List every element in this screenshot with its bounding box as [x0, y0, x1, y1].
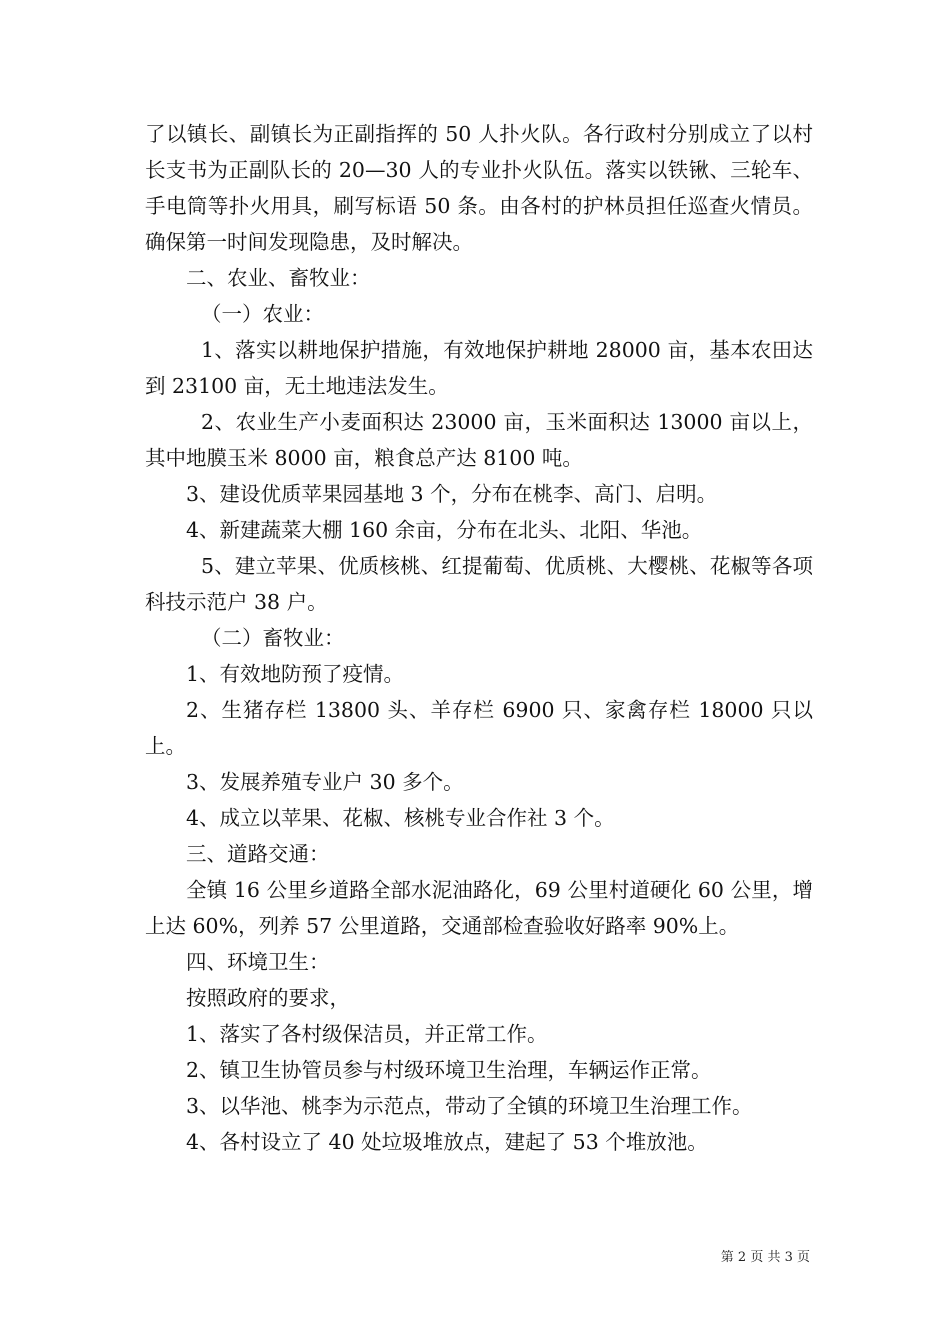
paragraph: 按照政府的要求，: [186, 986, 350, 1010]
subsection-heading: （一）农业：: [201, 302, 324, 326]
list-item: 1、有效地防预了疫情。: [186, 662, 405, 686]
list-item: 2、镇卫生协管员参与村级环境卫生治理，车辆运作正常。: [186, 1058, 712, 1082]
list-item: 2、生猪存栏 13800 头、羊存栏 6900 只、家禽存栏 18000 只以上。: [145, 698, 813, 758]
list-item: 3、发展养殖专业户 30 多个。: [186, 770, 464, 794]
body-text: [145, 116, 813, 1160]
paragraph: 全镇 16 公里乡道路全部水泥油路化，69 公里村道硬化 60 公里，增上达 60%，列养 57 公里道路，交通部检查验收好路率 90%上。: [145, 878, 813, 938]
section-heading: 四、环境卫生：: [186, 950, 330, 974]
list-item: 3、建设优质苹果园基地 3 个，分布在桃李、高门、启明。: [186, 482, 718, 506]
section-heading: 二、农业、畜牧业：: [186, 266, 371, 290]
list-item: 1、落实以耕地保护措施，有效地保护耕地 28000 亩，基本农田达到 23100 亩，无土地违法发生。: [145, 338, 813, 398]
subsection-heading: （二）畜牧业：: [201, 626, 345, 650]
list-item: 4、各村设立了 40 处垃圾堆放点，建起了 53 个堆放池。: [186, 1130, 708, 1154]
list-item: 4、新建蔬菜大棚 160 余亩，分布在北头、北阳、华池。: [186, 518, 703, 542]
list-item: 3、以华池、桃李为示范点，带动了全镇的环境卫生治理工作。: [186, 1094, 753, 1118]
page-number: 第 2 页 共 3 页: [720, 1250, 810, 1265]
paragraph: 了以镇长、副镇长为正副指挥的 50 人扑火队。各行政村分别成立了以村长支书为正副队长的 20—30 人的专业扑火队伍。落实以铁锹、三轮车、手电筒等扑火用具，刷写标语 50 条。由各村的护林员担任巡查火情员。确保第一时间发现隐患，及时解决。: [145, 122, 813, 254]
list-item: 1、落实了各村级保洁员，并正常工作。: [186, 1022, 548, 1046]
list-item: 4、成立以苹果、花椒、核桃专业合作社 3 个。: [186, 806, 615, 830]
section-heading: 三、道路交通：: [186, 842, 330, 866]
list-item: 2、农业生产小麦面积达 23000 亩，玉米面积达 13000 亩以上，其中地膜玉米 8000 亩，粮食总产达 8100 吨。: [145, 410, 813, 470]
list-item: 5、建立苹果、优质核桃、红提葡萄、优质桃、大樱桃、花椒等各项科技示范户 38 户。: [145, 554, 813, 614]
